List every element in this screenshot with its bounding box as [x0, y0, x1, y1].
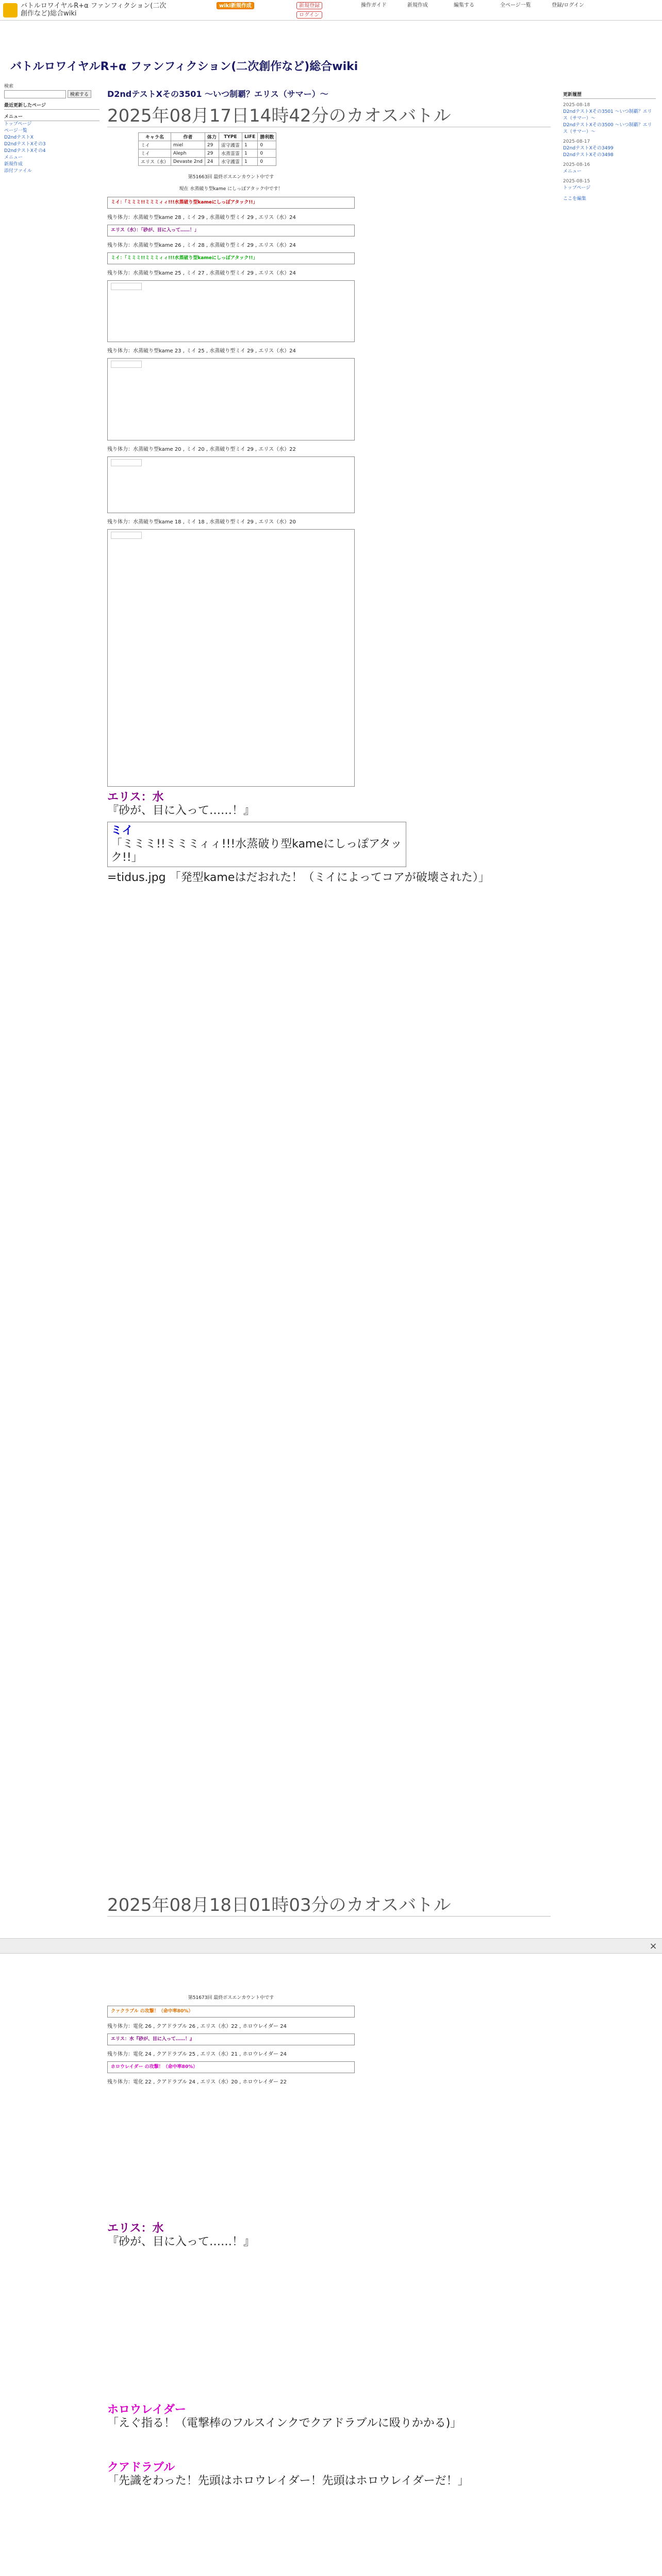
history-item[interactable]: D2ndテストXその3500 ～いつ制覇？エリス（サマー）～: [563, 123, 652, 134]
nav-item[interactable]: ページ一覧: [4, 128, 27, 133]
col-header: キャラ名: [139, 133, 171, 141]
battle-log-box: [107, 252, 355, 264]
main-content: [107, 88, 551, 885]
close-icon[interactable]: ×: [649, 1941, 657, 1952]
status-table: [138, 132, 276, 166]
shout-name: エリス：水: [107, 2222, 164, 2235]
battle-log-box: [107, 358, 355, 440]
battle-heading-2: 2025年08月18日01時03分のカオスバトル: [107, 1891, 551, 1917]
shout-name: エリス：水: [107, 791, 164, 804]
turn-status: 残り体力：水蒸破り型kame 23 , ミイ 25 , 水蒸破り型ミイ 29 , エリス（水）24: [107, 348, 296, 354]
turn-status: 残り体力：水蒸破り型kame 28 , ミイ 29 , 水蒸破り型ミイ 29 , エリス（水）24: [107, 215, 296, 221]
battle-log-box: [107, 280, 355, 342]
log-text: ミイ：「ミミミ!!ミミミィィ!!!水蒸破り型kameにしっぽアタック!!」: [111, 256, 258, 261]
shout-name: ホロウレイダー: [107, 2403, 186, 2416]
history-title: 更新履歴: [563, 92, 656, 99]
menu-new[interactable]: 新規作成: [407, 3, 428, 8]
shout-text: 「先識をわった！先頭はホロウレイダー！先頭はホロウレイダーだ！」: [107, 2475, 469, 2487]
nav-item[interactable]: 添付ファイル: [4, 168, 32, 174]
table-row: [139, 149, 276, 158]
menu-guide[interactable]: 操作ガイド: [361, 3, 387, 8]
cell: エリス（水）: [139, 158, 171, 166]
cell: 0: [258, 149, 276, 158]
shout-name: クアドラブル: [107, 2461, 175, 2474]
nav-item[interactable]: 新規作成: [4, 162, 23, 167]
cell: 24: [205, 158, 219, 166]
cell: miel: [171, 141, 205, 149]
page-title: D2ndテストXその3501 ～いつ制覇？エリス（サマー）～: [107, 89, 328, 99]
signup-button[interactable]: 新規登録: [296, 2, 322, 9]
battle-log-box: [107, 2006, 355, 2018]
cell: 雷守護霊: [219, 141, 242, 149]
cell: 1: [242, 141, 257, 149]
cell: ミイ: [139, 141, 171, 149]
turn-status: 残り体力：電化 26 , クアドラブル 26 , エリス（水）22 , ホロウレイダー 24: [107, 2024, 287, 2029]
cell: 1: [242, 149, 257, 158]
log-text: ホロウレイダー の攻撃！（命中率80%）: [111, 2064, 198, 2070]
site-title[interactable]: バトルロワイヤルR+α ファンフィクション(二次創作など)総合wiki: [21, 2, 167, 18]
cell: Devaste 2nd: [171, 158, 205, 166]
history-date: 2025-08-18: [563, 103, 590, 108]
left-sidebar: [4, 83, 100, 175]
history-date: 2025-08-16: [563, 162, 590, 167]
battle-log-box: [107, 225, 355, 236]
history-item[interactable]: メニュー: [563, 169, 582, 174]
recent-label: 最近更新したページ: [4, 103, 100, 110]
right-sidebar: [563, 92, 656, 202]
log-text: エリス（水）：「砂が、目に入って……！」: [111, 228, 199, 233]
cell: 1: [242, 158, 257, 166]
nav-item[interactable]: D2ndテストX: [4, 135, 34, 140]
search-button[interactable]: 検索する: [68, 90, 91, 98]
cell: 水守護霊: [219, 158, 242, 166]
battle-intro: 第51663回 最終ボスエンカウント中です: [188, 175, 274, 180]
col-header: 勝利数: [258, 133, 276, 141]
menu-label: メニュー: [4, 114, 100, 121]
top-bar: [0, 0, 662, 21]
battle-note: 現在 水蒸破り型kame にしっぽアタック中です！: [179, 187, 283, 192]
search-input[interactable]: [4, 90, 66, 98]
battle-log-box: [107, 529, 355, 787]
history-item[interactable]: D2ndテストXその3501 ～いつ制覇？エリス（サマー）～: [563, 109, 652, 121]
turn-status: 残り体力：水蒸破り型kame 25 , ミイ 27 , 水蒸破り型ミイ 29 , エリス（水）24: [107, 270, 296, 276]
col-header: 作者: [171, 133, 205, 141]
menu-login[interactable]: 登録/ログイン: [552, 3, 584, 8]
shout-text: =tidus.jpg 「発型kameはだおれた！（ミイによってコアが破壊された）」: [107, 871, 490, 884]
battle-log-box: [107, 456, 355, 513]
shout-text: 『砂が、目に入って……！』: [107, 804, 255, 817]
cell: 0: [258, 158, 276, 166]
history-item[interactable]: D2ndテストXその3498: [563, 152, 614, 158]
log-text: エリス：水『砂が、目に入って……！』: [111, 2037, 194, 2042]
table-row: [139, 141, 276, 149]
wiki-logo[interactable]: [3, 3, 18, 18]
history-item[interactable]: トップページ: [563, 185, 591, 191]
login-button[interactable]: ログイン: [296, 11, 322, 19]
battle-log-box: [107, 2061, 355, 2073]
cell: ミイ: [139, 149, 171, 158]
wiki-heading[interactable]: バトルロワイヤルR+α ファンフィクション(二次創作など)総合wiki: [10, 60, 358, 73]
table-row: [139, 158, 276, 166]
battle-intro: 第51673回 最終ボスエンカウント中です: [188, 1995, 274, 2001]
image-placeholder: [111, 361, 142, 368]
cell: 29: [205, 141, 219, 149]
cell: Aleph: [171, 149, 205, 158]
battle-log-box: [107, 822, 406, 867]
nav-item[interactable]: メニュー: [4, 155, 23, 160]
menu-list[interactable]: 全ページ一覧: [500, 3, 531, 8]
nav-item[interactable]: D2ndテストXその3: [4, 142, 46, 147]
col-header: LIFE: [242, 133, 257, 141]
col-header: 体力: [205, 133, 219, 141]
edit-link[interactable]: ここを編集: [563, 196, 587, 201]
wiki-create-button[interactable]: wiki新規作成: [217, 2, 254, 9]
shout-text: 「ミミミ!!ミミミィィ!!!水蒸破り型kameにしっぽアタック!!」: [111, 838, 402, 864]
history-date: 2025-08-17: [563, 139, 590, 144]
cell: 水蒸霊霊: [219, 149, 242, 158]
turn-status: 残り体力：水蒸破り型kame 18 , ミイ 18 , 水蒸破り型ミイ 29 , エリス（水）20: [107, 519, 296, 525]
turn-status: 残り体力：電化 22 , クアドラブル 24 , エリス（水）20 , ホロウレイダー 22: [107, 2079, 287, 2085]
search-label: 検索: [4, 84, 14, 89]
main-content-2: [107, 1891, 551, 2488]
image-placeholder: [111, 532, 142, 539]
turn-status: 残り体力：水蒸破り型kame 26 , ミイ 28 , 水蒸破り型ミイ 29 , エリス（水）24: [107, 243, 296, 248]
battle-heading-1: 2025年08月17日14時42分のカオスバトル: [107, 101, 551, 127]
history-date: 2025-08-15: [563, 179, 590, 184]
battle-log-box: [107, 2033, 355, 2045]
turn-status: 残り体力：水蒸破り型kame 20 , ミイ 20 , 水蒸破り型ミイ 29 , エリス（水）22: [107, 447, 296, 452]
log-text: ミイ：「ミミミ!!ミミミィィ!!!水蒸破り型kameにしっぽアタック!!」: [111, 200, 258, 205]
image-placeholder: [111, 283, 142, 290]
history-item[interactable]: D2ndテストXその3499: [563, 146, 614, 151]
log-text: クァクラブル の攻撃！（命中率80%）: [111, 2009, 193, 2014]
col-header: TYPE: [219, 133, 242, 141]
cell: 29: [205, 149, 219, 158]
shout-name: ミイ: [111, 824, 134, 837]
cell: 0: [258, 141, 276, 149]
nav-item[interactable]: トップページ: [4, 122, 32, 127]
shout-text: 「えぐ指る！（電撃棒のフルスインクでクアドラブルに殴りかかる)」: [107, 2417, 462, 2430]
battle-log-box: [107, 197, 355, 209]
menu-edit[interactable]: 編集する: [454, 3, 474, 8]
nav-item[interactable]: D2ndテストXその4: [4, 148, 46, 154]
shout-text: 『砂が、目に入って……！』: [107, 2235, 255, 2248]
image-placeholder: [111, 459, 142, 466]
turn-status: 残り体力：電化 24 , クアドラブル 25 , エリス（水）21 , ホロウレイダー 24: [107, 2052, 287, 2057]
